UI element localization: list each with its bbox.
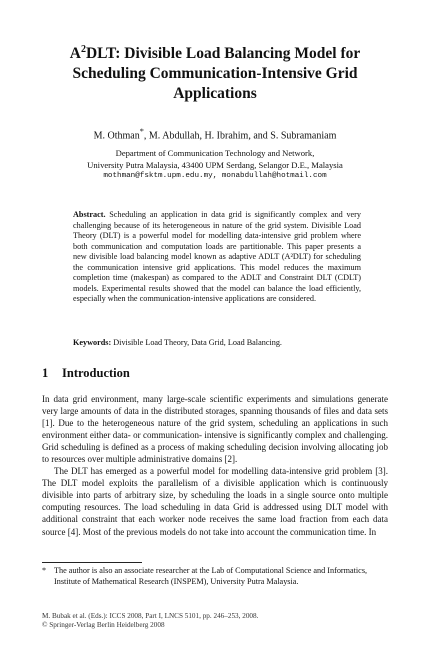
body-text [42, 393, 388, 538]
paragraph: The DLT has emerged as a powerful model for modelling data-intensive grid problem [3]. The DLT model exploits the parallelism of a divisible application which is continuously divisible into parts of arbitrary size, by scheduling the loads in a single source onto multiple computing resources. The load scheduling in data Grid is addressed using DLT model with additional constraint that each worker node receives the same load fraction from each data source [4]. Most of the previous models do not take into account the communication time. In [42, 466, 388, 537]
keywords-label: Keywords: [73, 338, 112, 347]
copyright-line: © Springer-Verlag Berlin Heidelberg 2008 [42, 621, 165, 629]
author-list: M. Othman*, M. Abdullah, H. Ibrahim, and S. Subramaniam [93, 127, 337, 142]
author-footnote-mark: * [139, 127, 144, 136]
section-number: 1 [42, 366, 49, 380]
keywords [73, 337, 361, 348]
section-title: Introduction [62, 366, 130, 380]
author-emails: mothman@fsktm.upm.edu.my, monabdullah@hotmail.com [103, 172, 327, 180]
affiliation-line-2: University Putra Malaysia, 43400 UPM Serdang, Selangor D.E., Malaysia [87, 159, 343, 170]
footnote-text: The author is also an associate researcher at the Lab of Computational Science and Informatics, Institute of Mathematical Research (INSPEM), University Putra Malaysia. [54, 566, 368, 586]
publication-info [42, 612, 388, 630]
abstract-label: Abstract. [73, 210, 106, 219]
affiliation [30, 148, 400, 183]
footnote-rule [42, 562, 142, 563]
keywords-text: Divisible Load Theory, Data Grid, Load Balancing. [113, 338, 282, 347]
paper-title [30, 44, 400, 104]
abstract [73, 210, 361, 305]
footnote-mark: * [42, 566, 47, 575]
footnote [42, 566, 388, 588]
title-superscript: 2 [80, 43, 86, 55]
abstract-text: Scheduling an application in data grid is significantly complex and very challenging because of its heterogeneous in nature of the grid system. Divisible Load Theory (DLT) is a powerful model for modelling data-intensive grid problem where both communication and computation loads are partitionable. This paper presents a new divisible load balancing model known as adaptive ADLT (A²DLT) for scheduling the communication intensive grid applications. This model reduces the maximum completion time (makespan) as compared to the ADLT and Constraint DLT (CDLT) models. Experimental results showed that the model can balance the load efficiently, especially when the communication-intensive applications are considered. [73, 210, 361, 303]
title-line-2: Scheduling Communication-Intensive Grid [72, 65, 358, 82]
title-line-3: Applications [173, 85, 257, 102]
citation-line: M. Bubak et al. (Eds.): ICCS 2008, Part I, LNCS 5101, pp. 246–253, 2008. [42, 612, 259, 620]
title-line-1: $A^2DLT$: Divisible Load Balancing Model for [69, 43, 361, 62]
section-heading [42, 366, 392, 381]
paragraph: In data grid environment, many large-scale scientific experiments and simulations generate very large amounts of data in the distributed storages, spanning thousands of files and data sets [1]. Due to the heterogeneous nature of the grid system, scheduling an applications in such environment either data- or communication- intensive is significantly complex and challenging. Grid scheduling is defined as a process of making scheduling decision involving allocating job to resources over multiple administrative domains [2]. [42, 394, 388, 465]
affiliation-line-1: Department of Communication Technology and Network, [115, 148, 315, 158]
